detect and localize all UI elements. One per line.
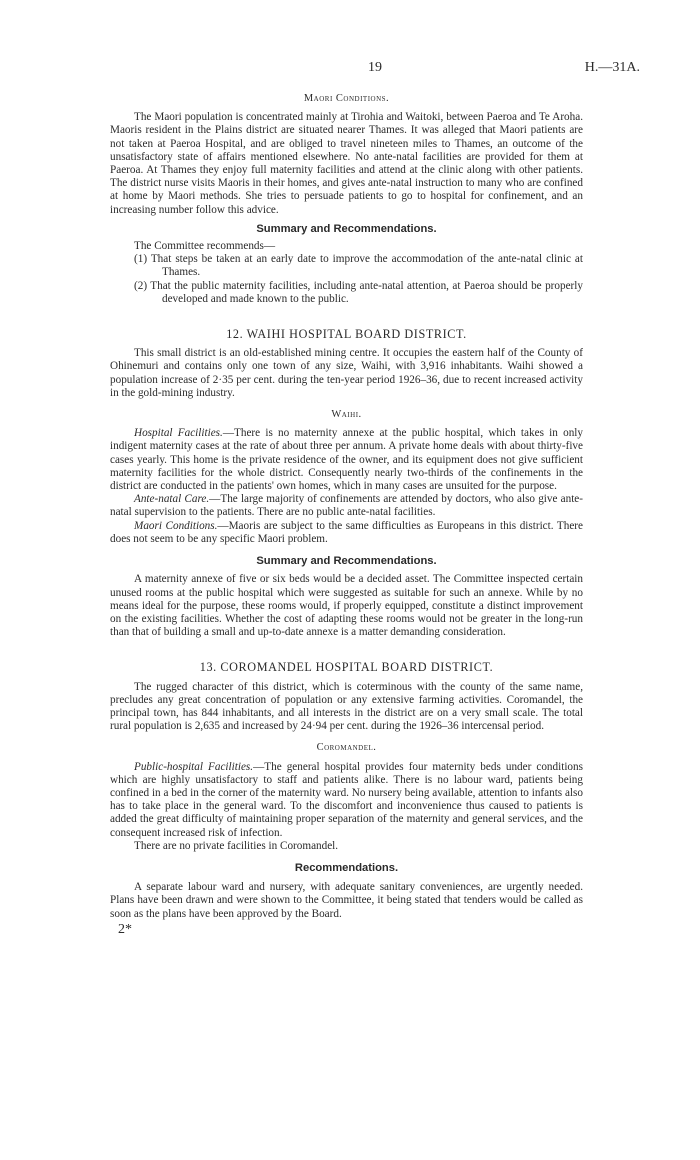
recommendation-item: (1) That steps be taken at an early date to improve the accommodation of the ante-natal clinic at Thames. xyxy=(134,253,583,279)
public-hospital-facilities-paragraph xyxy=(110,761,583,840)
private-facilities-note: There are no private facilities in Coromandel. xyxy=(134,839,339,852)
page-header xyxy=(110,60,640,80)
coromandel-recommendations-paragraph: A separate labour ward and nursery, with adequate sanitary conveniences, are urgently needed. Plans have been drawn and were shown to the Committee, it being stated that tenders would be called as soon as the plans have been approved by the Board. xyxy=(110,881,583,920)
public-hospital-facilities-text: —The general hospital provides four maternity beds under conditions which are highly unsatisfactory to staff and patients alike. There is no labour ward, patients being confined in a bed in the corner of the maternity ward. No nursery being available, attention to infants also has to take place in the general ward. To the discomfort and inconvenience thus caused to patients is added the great difficulty of maintaining proper separation of the maternity and general services, and the consequent increased risk of infection. xyxy=(110,760,583,839)
summary-heading: Summary and Recommendations. xyxy=(256,555,437,568)
district-heading-coromandel: 13. COROMANDEL HOSPITAL BOARD DISTRICT. xyxy=(199,660,494,675)
antenatal-care-label: Ante-natal Care. xyxy=(134,493,210,506)
waihi-maori-conditions-paragraph xyxy=(110,520,583,546)
page-number: 19 xyxy=(368,60,382,75)
coromandel-intro-paragraph: The rugged character of this district, which is coterminous with the county of the same name, precludes any great concentration of population or any extensive farming activities. Coromandel, the principal town, has 844 inhabitants, and all interests in the district are on a very small scale. The total rural population is 2,635 and increased by 24·94 per cent. during the 1926–36 intercensal period. xyxy=(110,680,583,733)
waihi-summary-paragraph: A maternity annexe of five or six beds would be a decided asset. The Committee inspected certain unused rooms at the public hospital which were suggested as suitable for such an annexe. While by no means ideal for the purpose, these rooms would, if properly equipped, constitute a distinct improvement on the existing facilities. Whether the cost of adapting these rooms would not be greater in the long-run than that of building a small and up-to-date annexe is a matter demanding consideration. xyxy=(110,573,583,639)
document-reference: H.—31A. xyxy=(584,60,640,75)
signature-mark: 2* xyxy=(118,921,132,937)
hospital-facilities-label: Hospital Facilities. xyxy=(134,427,223,440)
hospital-facilities-paragraph xyxy=(110,427,583,493)
district-heading-waihi: 12. WAIHI HOSPITAL BOARD DISTRICT. xyxy=(226,327,467,342)
antenatal-care-paragraph xyxy=(110,493,583,519)
subheading-waihi: Waihi. xyxy=(331,409,362,421)
section-heading-maori-conditions: Maori Conditions. xyxy=(303,93,390,104)
recommendation-item: (2) That the public maternity facilities, including ante-natal attention, at Paeroa should be properly developed and made known to the public. xyxy=(134,279,583,305)
maori-conditions-paragraph: The Maori population is concentrated mainly at Tirohia and Waitoki, between Paeroa and Te Aroha. Maoris resident in the Plains district are situated nearer Thames. It was alleged that Maori patients are not taken at Paeroa Hospital, and are obliged to travel nineteen miles to Thames, an outcome of the unsatisfactory state of affairs mentioned elsewhere. No ante-natal facilities are provided for them at Paeroa. At Thames they enjoy full maternity facilities and attend at the clinic along with other patients. The district nurse visits Maoris in their homes, and gives ante-natal instruction to many who are confined at home by Maori methods. She tries to persuade patients to go to hospital for confinement, and an increasing number follow this advice. xyxy=(110,111,583,216)
antenatal-care-text: —The large majority of confinements are attended by doctors, who also give ante-natal supervision to the patients. There are no public ante-natal facilities. xyxy=(110,493,584,519)
waihi-maori-conditions-label: Maori Conditions. xyxy=(134,519,218,532)
subheading-coromandel: Coromandel. xyxy=(316,742,377,754)
waihi-intro-paragraph: This small district is an old-established mining centre. It occupies the eastern half of the County of Ohinemuri and contains only one town of any size, Waihi, with 3,916 inhabitants. Waihi showed a population increase of 2·35 per cent. during the ten-year period 1926–36, due to recent increased activity in the gold-mining industry. xyxy=(110,347,583,399)
page-body xyxy=(110,92,583,936)
public-hospital-facilities-label: Public-hospital Facilities. xyxy=(134,760,254,773)
summary-heading: Summary and Recommendations. xyxy=(256,222,437,235)
recommendations-heading: Recommendations. xyxy=(294,861,399,874)
summary-intro: The Committee recommends— xyxy=(134,240,276,253)
hospital-facilities-text: —There is no maternity annexe at the public hospital, which takes in only indigent maternity cases at the rate of about three per annum. A private home deals with about thirty-five cases yearly. This home is the private residence of the owner, and its equipment does not give sufficient maternity facilities for the whole district. Consequently nearly two-thirds of the confinements in the district are conducted in the patients' own homes, which in many cases are unsuited for the purpose. xyxy=(110,427,583,493)
waihi-maori-conditions-text: —Maoris are subject to the same difficulties as Europeans in this district. There does not seem to be any specific Maori problem. xyxy=(110,519,583,545)
